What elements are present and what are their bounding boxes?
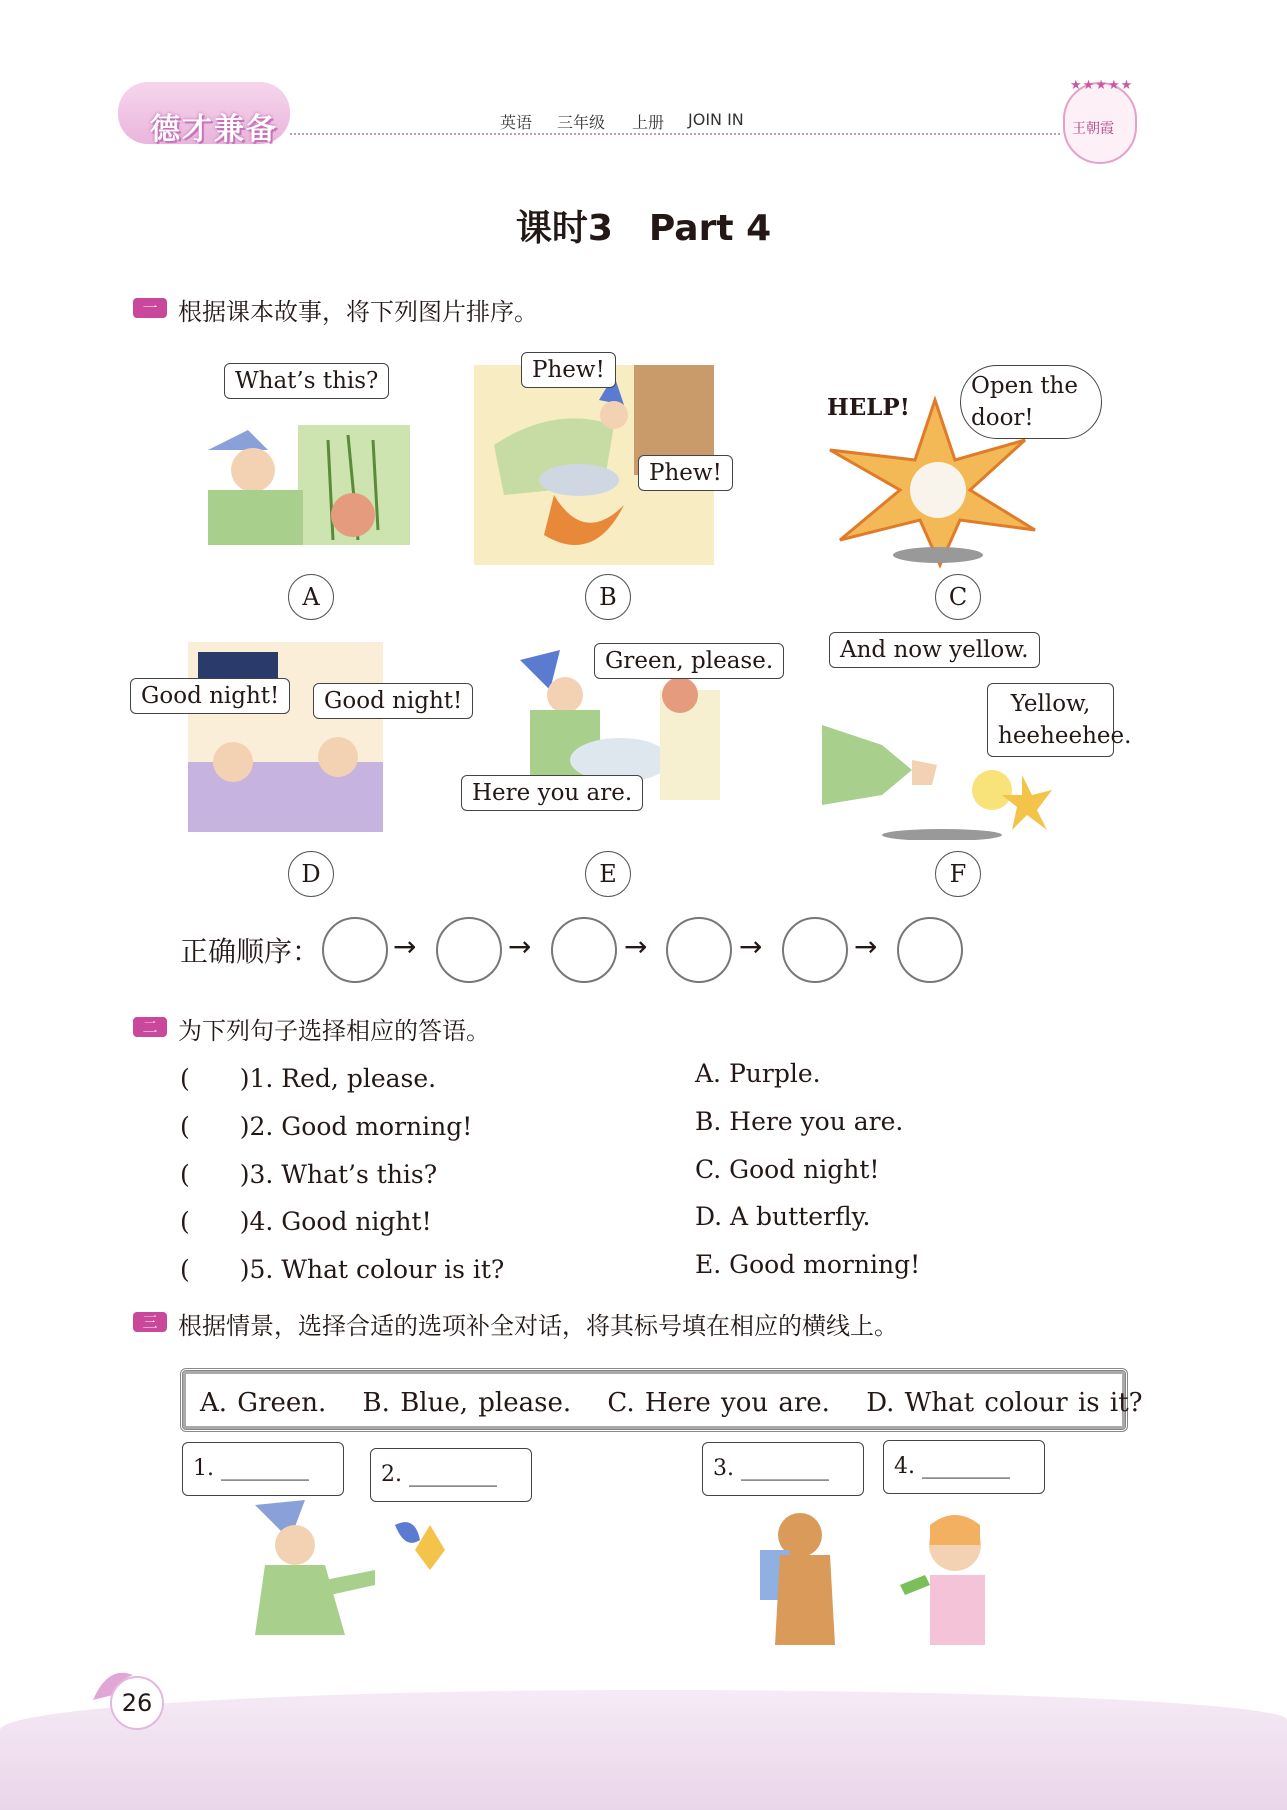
order-slot-4[interactable] <box>666 917 732 983</box>
header-series: JOIN IN <box>688 110 744 129</box>
picture-a-illustration <box>208 420 413 550</box>
picture-f-bubble-2: Yellow, heeheehee. <box>987 683 1114 757</box>
picture-e-label: E <box>585 851 631 897</box>
answer-c: C. Good night! <box>695 1155 880 1184</box>
picture-c-help-bubble: HELP! <box>827 394 910 421</box>
options-list: A. Green. B. Blue, please. C. Here you are. D. What colour is it? <box>200 1388 1143 1418</box>
section2-instruction: 为下列句子选择相应的答语。 <box>178 1017 490 1045</box>
picture-d-label: D <box>288 851 334 897</box>
page-number: 26 <box>110 1676 164 1730</box>
section3-instruction: 根据情景，选择合适的选项补全对话，将其标号填在相应的横线上。 <box>178 1312 898 1340</box>
arrow-icon: → <box>508 930 532 963</box>
question-1[interactable]: ( )1. Red, please. <box>180 1064 437 1093</box>
order-label: 正确顺序： <box>180 935 321 968</box>
section3-tag: 三 <box>133 1312 167 1332</box>
arrow-icon: → <box>739 930 763 963</box>
answer-a: A. Purple. <box>695 1059 821 1088</box>
order-slot-3[interactable] <box>551 917 617 983</box>
picture-c-label: C <box>935 574 981 620</box>
answer-d: D. A butterfly. <box>695 1202 871 1231</box>
picture-d-illustration <box>188 642 383 832</box>
blank-1-bubble[interactable]: 1. ________ <box>182 1442 344 1496</box>
picture-c-bubble-2: Open the door! <box>960 365 1102 439</box>
section1-tag: 一 <box>133 298 167 318</box>
picture-e-bubble-1: Green, please. <box>594 643 784 679</box>
order-slot-6[interactable] <box>897 917 963 983</box>
picture-b-bubble-1: Phew! <box>521 352 616 388</box>
picture-b-bubble-2: Phew! <box>638 455 733 491</box>
brand-logo-text: 德才兼备 <box>150 112 278 147</box>
section2-tag: 二 <box>133 1017 167 1037</box>
blank-3-bubble[interactable]: 3. ________ <box>702 1442 864 1496</box>
arrow-icon: → <box>393 930 417 963</box>
question-5[interactable]: ( )5. What colour is it? <box>180 1255 505 1284</box>
order-slot-5[interactable] <box>782 917 848 983</box>
picture-d-bubble-1: Good night! <box>130 678 290 714</box>
header-volume: 上册 <box>632 113 665 132</box>
picture-e-bubble-2: Here you are. <box>461 775 643 811</box>
footer-decoration <box>0 1690 1287 1810</box>
page-title: 课时3 Part 4 <box>515 208 772 249</box>
order-slot-2[interactable] <box>436 917 502 983</box>
order-slot-1[interactable] <box>322 917 388 983</box>
picture-a-label: A <box>288 574 334 620</box>
question-4[interactable]: ( )4. Good night! <box>180 1207 432 1236</box>
answer-e: E. Good morning! <box>695 1250 921 1279</box>
wizard-illustration <box>245 1495 465 1645</box>
header-grade: 三年级 <box>557 113 606 132</box>
picture-f-bubble-1: And now yellow. <box>829 632 1040 668</box>
badge-text: 王朝霞 <box>1072 121 1114 137</box>
answer-b: B. Here you are. <box>695 1107 904 1136</box>
picture-a-bubble: What’s this? <box>224 363 389 399</box>
monkey-and-girl-illustration <box>740 1505 1010 1650</box>
picture-f-label: F <box>935 851 981 897</box>
header-subject: 英语 <box>500 113 533 132</box>
badge-stars-icon: ★★★★★ <box>1070 78 1134 93</box>
question-3[interactable]: ( )3. What’s this? <box>180 1160 438 1189</box>
blank-4-bubble[interactable]: 4. ________ <box>883 1440 1045 1494</box>
header-divider <box>290 133 1060 135</box>
blank-2-bubble[interactable]: 2. ________ <box>370 1448 532 1502</box>
section1-instruction: 根据课本故事，将下列图片排序。 <box>178 298 538 326</box>
question-2[interactable]: ( )2. Good morning! <box>180 1112 473 1141</box>
picture-b-label: B <box>585 574 631 620</box>
arrow-icon: → <box>854 930 878 963</box>
picture-d-bubble-2: Good night! <box>313 683 473 719</box>
arrow-icon: → <box>624 930 648 963</box>
